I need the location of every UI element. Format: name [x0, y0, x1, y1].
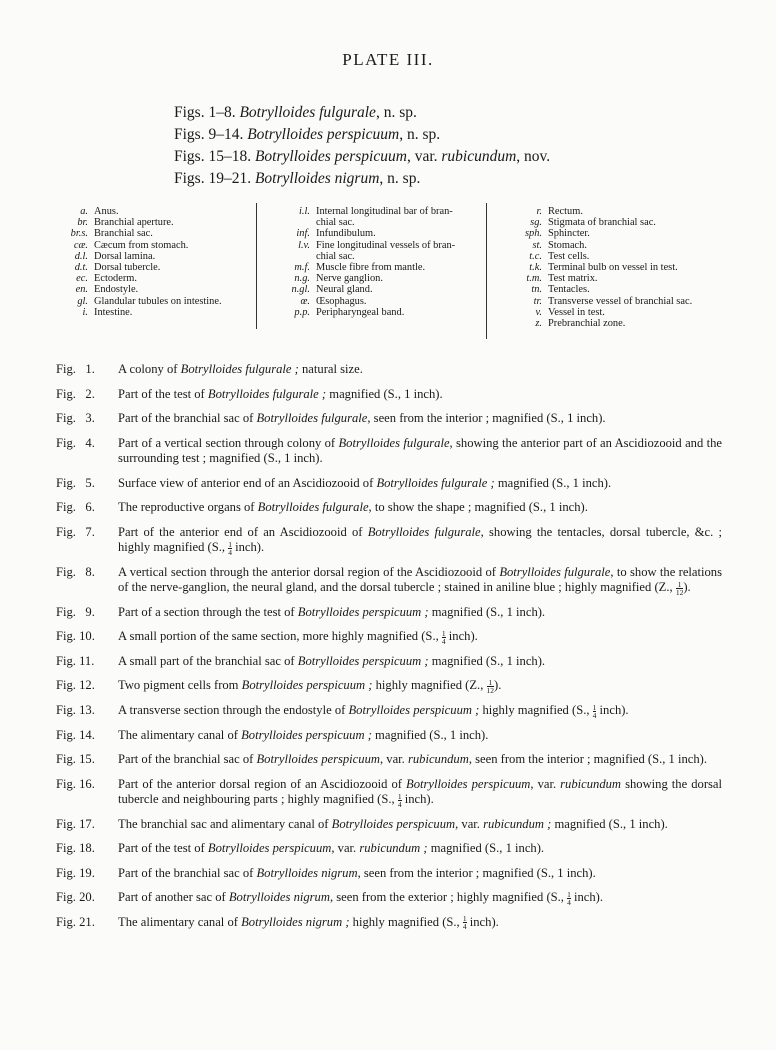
abbreviation-entry	[492, 273, 692, 284]
species-row	[174, 102, 550, 124]
abbreviation-key: v.	[535, 306, 542, 318]
abbreviation-meaning: Glandular tubules on intestine.	[94, 295, 222, 307]
species-variety: rubicundum	[441, 148, 517, 165]
fraction-numerator: 1	[592, 702, 597, 712]
figure-number: Fig. 2.	[56, 386, 95, 401]
caption-text: ).	[494, 678, 502, 693]
species-suffix: , n. sp.	[379, 170, 421, 187]
abbreviation-key: d.l.	[74, 250, 88, 262]
figure-number: Fig. 21.	[56, 914, 95, 929]
abbreviation-key: sg.	[530, 217, 542, 229]
caption-italic: Botrylloides fulgurale	[338, 435, 450, 450]
fraction-numerator: 1	[567, 889, 571, 899]
caption-italic: Botrylloides perspicuum ;	[348, 702, 480, 717]
figure-caption	[118, 411, 722, 427]
figure-caption	[118, 476, 722, 492]
fraction-denominator: 4	[567, 897, 571, 907]
abbreviation-meaning: Internal longitudinal bar of bran-	[316, 206, 453, 217]
figure-caption	[118, 841, 722, 857]
abbreviation-entry	[262, 307, 455, 318]
figure-legend-item	[56, 890, 722, 906]
caption-text: showing the dorsal tubercle and neighbouring parts ; highly magnified (S.,	[118, 776, 722, 807]
figure-legend-item	[56, 525, 722, 556]
abbreviation-meaning: Fine longitudinal vessels of bran-	[316, 239, 456, 251]
figure-number: Fig. 19.	[56, 865, 95, 880]
caption-italic: Botrylloides fulgurale	[367, 524, 481, 539]
caption-text: ).	[683, 580, 691, 595]
abbreviation-key: sph.	[524, 228, 542, 240]
abbreviation-meaning: Cæcum from stomach.	[94, 239, 189, 251]
abbreviation-entry	[492, 251, 692, 262]
figure-legend-list	[56, 362, 722, 939]
abbreviation-key: m.f.	[294, 262, 310, 274]
species-row	[174, 168, 550, 190]
figure-number: Fig. 20.	[56, 890, 95, 905]
abbreviation-key	[262, 217, 316, 228]
abbreviation-key: cæ.	[73, 239, 88, 251]
abbreviation-key: œ.	[300, 295, 310, 307]
figure-number: Fig. 14.	[56, 727, 95, 742]
figure-number: Fig. 13.	[56, 702, 95, 717]
species-suffix: , nov.	[516, 148, 551, 165]
figure-caption	[118, 387, 722, 403]
figure-legend-item	[56, 678, 722, 694]
caption-text: Part of the anterior dorsal region of an Ascidiozooid of	[118, 776, 407, 791]
abbreviation-meaning: Transverse vessel of branchial sac.	[548, 295, 693, 307]
abbreviation-entry	[48, 262, 222, 273]
caption-text: Two pigment cells from	[118, 678, 242, 693]
figure-caption	[118, 654, 722, 670]
figure-number: Fig. 3.	[56, 411, 95, 425]
fraction-denominator: 4	[228, 547, 232, 557]
caption-text: magnified (S., 1 inch).	[428, 653, 546, 668]
fraction-denominator: 4	[441, 636, 446, 646]
abbreviation-meaning: Test cells.	[548, 250, 590, 262]
caption-text: magnified (S., 1 inch).	[371, 727, 489, 742]
abbreviation-key: l.v.	[298, 239, 310, 251]
abbreviation-entry	[262, 273, 455, 284]
figure-caption	[118, 436, 722, 467]
caption-italic: Botrylloides fulgurale	[499, 564, 611, 579]
caption-text: inch).	[445, 629, 478, 644]
figure-legend-item	[56, 817, 722, 833]
caption-text: , var.	[331, 841, 360, 856]
figure-legend-item	[56, 866, 722, 882]
abbreviation-entry	[492, 307, 692, 318]
abbreviation-entry	[492, 284, 692, 295]
abbreviation-key: inf.	[296, 228, 310, 240]
abbreviation-key: gl.	[77, 295, 88, 307]
caption-italic: Botrylloides nigrum ;	[241, 914, 350, 929]
fraction-denominator: 4	[592, 710, 597, 720]
figure-legend-item	[56, 703, 722, 719]
caption-italic: rubicundum ;	[483, 816, 552, 831]
figure-legend-item	[56, 841, 722, 857]
abbreviation-meaning: Muscle fibre from mantle.	[316, 262, 426, 274]
abbreviation-meaning: Terminal bulb on vessel in test.	[548, 262, 678, 274]
abbreviation-entry	[262, 217, 455, 228]
abbreviation-meaning: Sphincter.	[548, 228, 590, 240]
species-suffix: , n. sp.	[399, 126, 441, 143]
abbreviation-key: a.	[80, 206, 88, 217]
caption-text: inch).	[570, 890, 604, 905]
figure-number: Fig. 11.	[56, 653, 95, 668]
caption-text: , var.	[530, 776, 561, 791]
figure-number: Fig. 8.	[56, 564, 95, 579]
caption-italic: Botrylloides nigrum	[256, 865, 358, 880]
caption-text: , showing the tentacles, dorsal tubercle, &c. ; highly magnified (S.,	[118, 524, 723, 554]
abbreviation-column-1	[48, 206, 222, 318]
caption-italic: Botrylloides fulgurale	[257, 500, 369, 514]
figure-range: Figs. 1–8.	[174, 104, 236, 121]
abbreviation-key	[262, 251, 316, 262]
abbreviation-key: br.s.	[70, 228, 88, 240]
abbreviation-meaning: Ectoderm.	[94, 273, 137, 285]
abbreviation-meaning: Stigmata of branchial sac.	[548, 217, 656, 229]
species-row	[174, 146, 550, 168]
abbreviation-key: en.	[75, 284, 88, 296]
abbreviation-entry	[48, 206, 222, 217]
abbreviation-key: tn.	[531, 284, 542, 296]
caption-italic: Botrylloides perspicuum	[406, 776, 531, 791]
caption-text: inch).	[401, 792, 434, 807]
caption-italic: Botrylloides perspicuum ;	[241, 727, 372, 742]
abbreviation-entry	[48, 296, 222, 307]
abbreviation-meaning: Infundibulum.	[316, 228, 376, 240]
abbreviation-meaning: chial sac.	[316, 217, 355, 229]
abbreviation-column-2	[262, 206, 455, 318]
abbreviation-meaning: Tentacles.	[548, 284, 590, 296]
abbreviation-entry	[262, 251, 455, 262]
abbreviation-meaning: Œsophagus.	[316, 295, 367, 307]
abbreviation-key: i.	[82, 306, 88, 318]
caption-text: magnified (S., 1 inch).	[427, 841, 545, 856]
caption-text: highly magnified (S.,	[479, 702, 593, 717]
abbreviation-entry	[48, 251, 222, 262]
caption-text: A small portion of the same section, more highly magnified (S.,	[118, 629, 442, 644]
figure-legend-item	[56, 752, 722, 768]
caption-italic: Botrylloides perspicuum ;	[297, 653, 429, 668]
caption-text: Part of the test of	[118, 841, 208, 856]
figure-caption	[118, 605, 722, 621]
fraction	[487, 679, 495, 694]
figure-number: Fig. 12.	[56, 678, 95, 693]
figure-caption	[118, 629, 722, 645]
caption-text: A small part of the branchial sac of	[118, 653, 298, 668]
caption-text: Part of the branchial sac of	[118, 865, 257, 880]
caption-italic: Botrylloides perspicuum ;	[297, 604, 429, 619]
caption-text: inch).	[466, 914, 499, 929]
figure-number: Fig. 7.	[56, 524, 95, 539]
figure-caption	[118, 752, 722, 768]
abbreviation-meaning: Branchial aperture.	[94, 217, 174, 229]
figure-legend-item	[56, 777, 722, 808]
abbreviation-key: br.	[77, 217, 88, 229]
caption-text: magnified (S., 1 inch).	[494, 475, 612, 490]
abbreviation-entry	[492, 262, 692, 273]
figure-range: Figs. 15–18.	[174, 148, 252, 165]
species-name: Botrylloides perspicuum	[247, 126, 400, 143]
figure-legend-item	[56, 411, 722, 427]
abbreviation-key: ec.	[76, 273, 88, 285]
abbreviation-key: t.m.	[526, 273, 542, 285]
fraction-denominator: 12	[486, 685, 494, 695]
abbreviation-entry	[48, 217, 222, 228]
abbreviation-key: d.t.	[74, 262, 88, 274]
abbreviation-key: st.	[532, 239, 542, 251]
figure-legend-item	[56, 605, 722, 621]
abbreviation-entry	[262, 262, 455, 273]
figure-caption	[118, 866, 722, 882]
figure-caption	[118, 915, 722, 931]
caption-text: , seen from the interior ; magnified (S., 1 inch).	[367, 411, 606, 425]
caption-text: The branchial sac and alimentary canal of	[118, 816, 332, 831]
species-name: Botrylloides nigrum	[254, 170, 380, 187]
abbreviation-key: t.k.	[529, 262, 542, 274]
abbreviation-entry	[492, 228, 692, 239]
species-suffix: , n. sp.	[375, 104, 417, 121]
figure-caption	[118, 678, 722, 694]
figure-number: Fig. 17.	[56, 816, 95, 831]
caption-text: A transverse section through the endostyle of	[118, 702, 349, 717]
figure-range: Figs. 9–14.	[174, 126, 244, 143]
figure-legend-item	[56, 362, 722, 378]
figure-legend-item	[56, 500, 722, 516]
caption-text: highly magnified (S.,	[349, 914, 463, 929]
fraction-numerator: 1	[462, 914, 467, 924]
abbreviation-meaning: Stomach.	[548, 239, 587, 251]
abbreviation-entry	[262, 206, 455, 217]
species-row	[174, 124, 550, 146]
figure-legend-item	[56, 728, 722, 744]
abbreviation-meaning: Peripharyngeal band.	[316, 306, 405, 318]
figure-caption	[118, 565, 722, 596]
caption-italic: Botrylloides perspicuum	[331, 816, 456, 831]
abbreviation-meaning: Rectum.	[548, 206, 583, 217]
caption-text: , var.	[379, 752, 408, 767]
caption-text: , seen from the interior ; magnified (S., 1 inch).	[357, 865, 596, 880]
abbreviation-key: n.gl.	[291, 284, 310, 296]
caption-text: magnified (S., 1 inch).	[326, 386, 443, 401]
figure-number: Fig. 10.	[56, 629, 95, 644]
caption-text: Part of another sac of	[118, 890, 229, 905]
abbreviation-entry	[48, 240, 222, 251]
fraction-numerator: 1	[441, 628, 446, 638]
figure-number: Fig. 1.	[56, 362, 95, 376]
abbreviation-meaning: Branchial sac.	[94, 228, 153, 240]
caption-text: Part of a vertical section through colony of	[118, 435, 339, 450]
figure-number: Fig. 9.	[56, 604, 95, 619]
figure-caption	[118, 728, 722, 744]
abbreviation-meaning: Neural gland.	[316, 284, 373, 296]
abbreviation-key: r.	[536, 206, 542, 217]
figure-number: Fig. 4.	[56, 435, 95, 450]
figure-legend-item	[56, 654, 722, 670]
caption-text: The reproductive organs of	[118, 500, 258, 514]
figure-legend-item	[56, 387, 722, 403]
abbreviation-key: p.p.	[294, 306, 310, 318]
caption-text: Surface view of anterior end of an Ascidiozooid of	[118, 475, 377, 490]
caption-text: Part of the branchial sac of	[118, 411, 257, 425]
species-name: Botrylloides perspicuum	[254, 148, 407, 165]
figure-legend-item	[56, 476, 722, 492]
figure-legend-item	[56, 629, 722, 645]
abbreviation-entry	[48, 284, 222, 295]
figure-number: Fig. 16.	[56, 776, 95, 791]
caption-text: The alimentary canal of	[118, 914, 242, 929]
plate-title: PLATE III.	[342, 50, 434, 69]
caption-text: A vertical section through the anterior dorsal region of the Ascidiozooid of	[118, 564, 500, 579]
figure-caption	[118, 817, 722, 833]
species-name: Botrylloides fulgurale	[239, 104, 376, 121]
abbreviation-meaning: Dorsal lamina.	[94, 250, 156, 262]
caption-text: magnified (S., 1 inch).	[428, 604, 546, 619]
figure-caption	[118, 362, 722, 378]
caption-text: natural size.	[298, 362, 363, 376]
fraction-numerator: 1	[677, 579, 682, 589]
caption-italic: Botrylloides perspicuum ;	[241, 678, 373, 693]
abbreviation-entry	[492, 206, 692, 217]
caption-text: , to show the relations of the nerve-ganglion, the neural gland, and the dorsal tubercle ; stained in aniline blue ; highly magnified (Z.,	[118, 564, 723, 595]
fraction-numerator: 1	[397, 791, 402, 801]
column-divider	[486, 203, 487, 339]
caption-italic: Botrylloides perspicuum	[207, 841, 332, 856]
figure-caption	[118, 703, 722, 719]
abbreviation-entry	[492, 318, 692, 329]
abbreviation-entry	[492, 217, 692, 228]
figure-range: Figs. 19–21.	[174, 170, 252, 187]
species-list	[174, 102, 550, 190]
abbreviation-entry	[262, 228, 455, 239]
caption-text: magnified (S., 1 inch).	[551, 816, 668, 831]
abbreviation-key: t.c.	[529, 250, 542, 262]
abbreviation-entry	[48, 228, 222, 239]
caption-text: inch).	[596, 702, 629, 717]
fraction-denominator: 4	[462, 922, 467, 932]
caption-italic: Botrylloides fulgurale ;	[180, 362, 299, 376]
caption-text: , seen from the exterior ; highly magnified (S.,	[329, 890, 568, 905]
abbreviation-meaning: Test matrix.	[548, 273, 598, 285]
abbreviation-key: tr.	[533, 295, 542, 307]
caption-text: inch).	[231, 540, 265, 554]
caption-italic: rubicundum	[407, 752, 469, 767]
caption-italic: Botrylloides fulgurale	[256, 411, 368, 425]
abbreviation-meaning: Anus.	[94, 206, 119, 217]
caption-text: The alimentary canal of	[118, 727, 242, 742]
caption-text: , var.	[455, 816, 484, 831]
abbreviation-meaning: Vessel in test.	[548, 306, 605, 318]
caption-italic: rubicundum	[560, 776, 622, 791]
figure-legend-item	[56, 565, 722, 596]
abbreviation-entry	[262, 296, 455, 307]
abbreviation-meaning: Endostyle.	[94, 284, 139, 296]
abbreviation-entry	[262, 240, 455, 251]
caption-text: highly magnified (Z.,	[372, 678, 487, 693]
figure-caption	[118, 890, 722, 906]
fraction-denominator: 4	[397, 799, 402, 809]
caption-text: Part of the branchial sac of	[118, 752, 257, 767]
caption-italic: rubicundum ;	[359, 841, 428, 856]
abbreviation-entry	[492, 296, 692, 307]
caption-italic: Botrylloides perspicuum	[256, 752, 380, 767]
caption-italic: Botrylloides fulgurale ;	[207, 386, 327, 401]
figure-caption	[118, 777, 722, 808]
abbreviation-key: n.g.	[294, 273, 310, 285]
abbreviation-meaning: chial sac.	[316, 250, 355, 262]
caption-italic: Botrylloides nigrum	[228, 890, 330, 905]
abbreviation-entry	[492, 240, 692, 251]
caption-text: Part of the test of	[118, 386, 208, 401]
abbreviation-column-3	[492, 206, 692, 329]
abbreviation-key: i.l.	[299, 206, 310, 217]
abbreviation-meaning: Nerve ganglion.	[316, 273, 383, 285]
column-divider	[256, 203, 257, 329]
figure-legend-item	[56, 436, 722, 467]
figure-caption	[118, 500, 722, 516]
figure-number: Fig. 6.	[56, 500, 95, 514]
abbreviation-meaning: Intestine.	[94, 306, 133, 318]
figure-number: Fig. 5.	[56, 475, 95, 490]
caption-italic: Botrylloides fulgurale ;	[376, 475, 495, 490]
caption-text: A colony of	[118, 362, 181, 376]
abbreviation-entry	[48, 307, 222, 318]
species-var-prefix: , var.	[406, 148, 442, 165]
figure-legend-item	[56, 915, 722, 931]
figure-number: Fig. 15.	[56, 752, 95, 767]
caption-text: Part of a section through the test of	[118, 604, 298, 619]
caption-text: , to show the shape ; magnified (S., 1 inch).	[368, 500, 588, 514]
abbreviation-key: z.	[535, 318, 542, 330]
caption-text: , showing the anterior part of an Ascidiozooid and the surrounding test ; magnified (S., 1 inch).	[118, 435, 722, 465]
fraction-denominator: 12	[675, 587, 684, 597]
abbreviation-meaning: Dorsal tubercle.	[94, 262, 161, 274]
caption-text: , seen from the interior ; magnified (S., 1 inch).	[468, 752, 707, 767]
fraction-numerator: 1	[228, 539, 232, 549]
abbreviation-entry	[262, 284, 455, 295]
figure-caption	[118, 525, 722, 556]
abbreviation-meaning: Prebranchial zone.	[548, 318, 626, 330]
fraction-numerator: 1	[488, 677, 493, 687]
caption-text: Part of the anterior end of an Ascidiozooid of	[118, 524, 368, 539]
figure-number: Fig. 18.	[56, 841, 95, 856]
abbreviation-entry	[48, 273, 222, 284]
